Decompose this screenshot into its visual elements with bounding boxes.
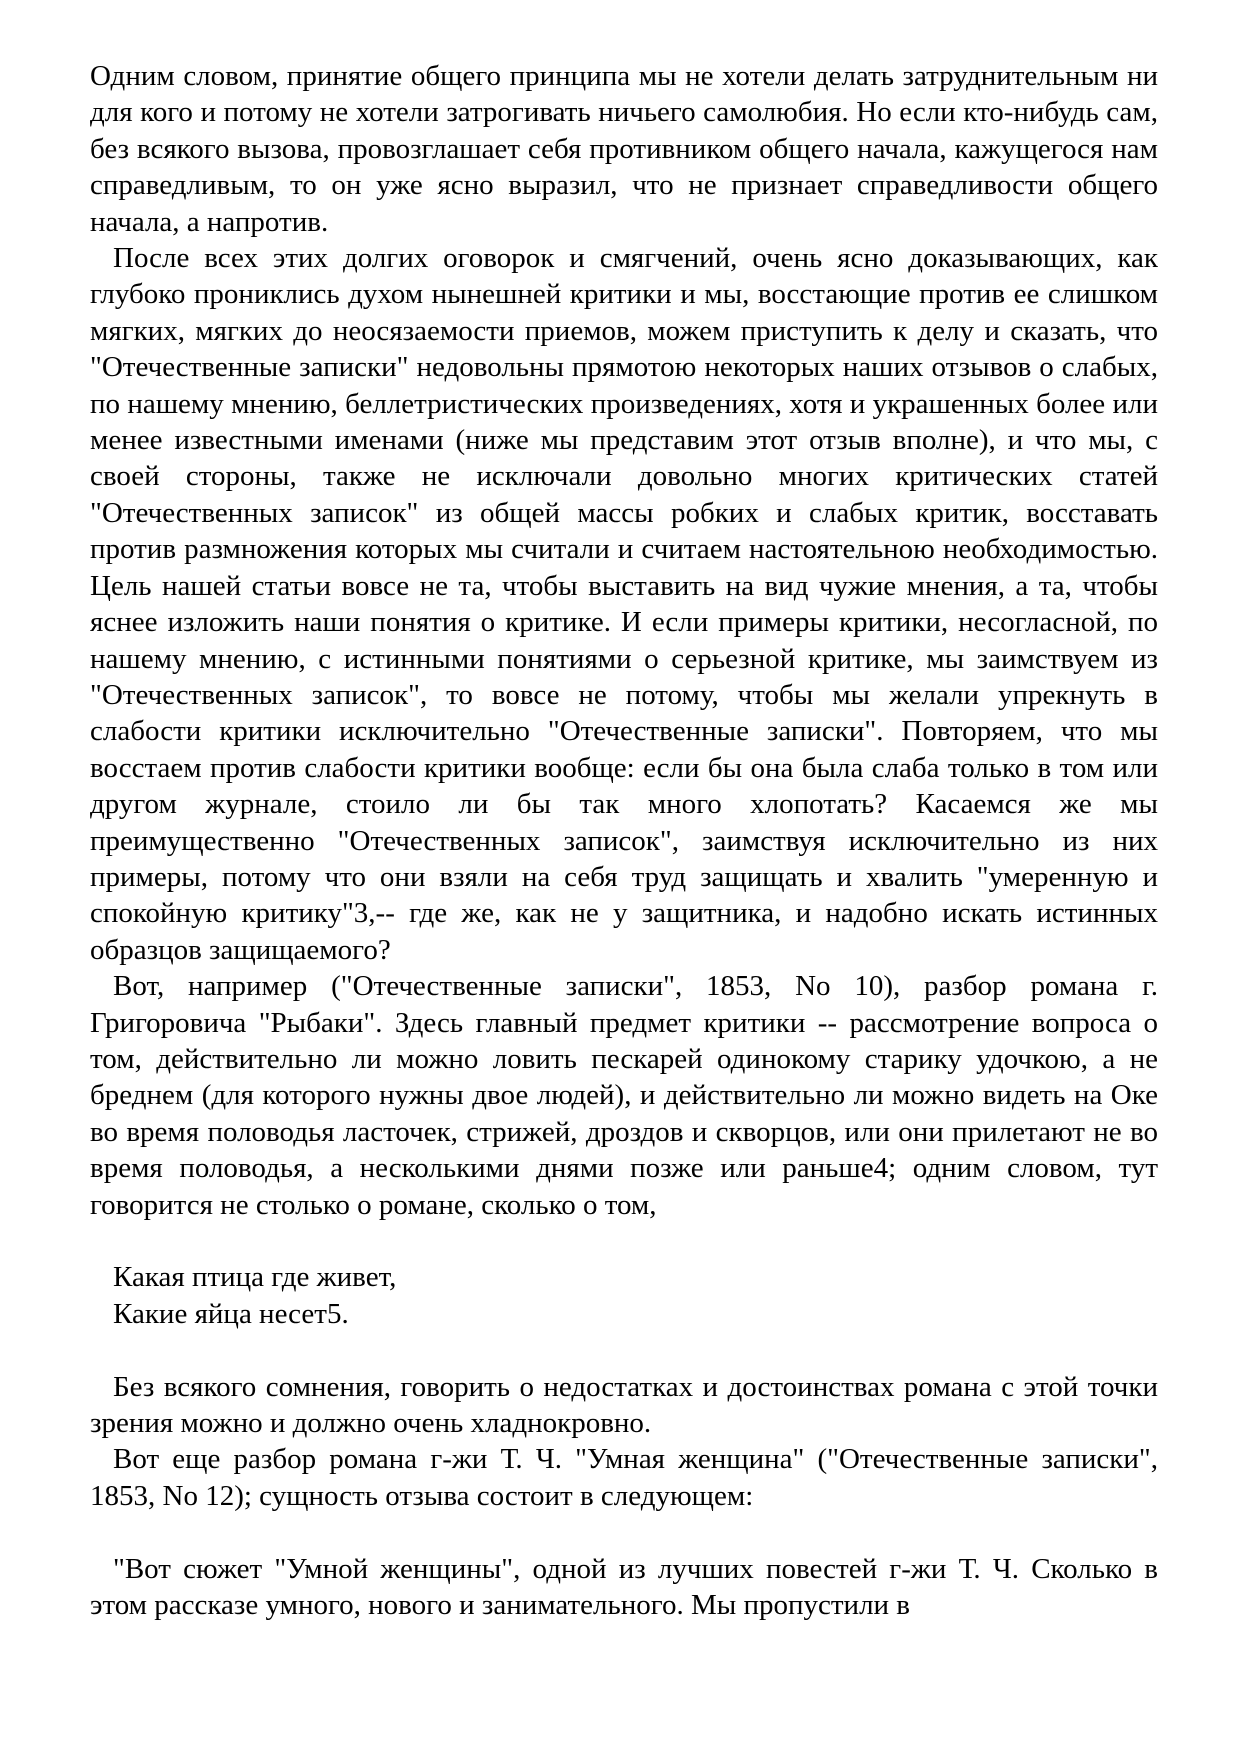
document-page [90,58,1158,1623]
paragraph-2: После всех этих долгих оговорок и смягчений, очень ясно доказывающих, как глубоко прониклись духом нынешней критики и мы, восстающие против ее слишком мягких, мягких до неосязаемости приемов, можем приступить к делу и сказать, что "Отечественные записки" недовольны прямотою некоторых наших отзывов о слабых, по нашему мнению, беллетристических произведениях, хотя и украшенных более или менее известными именами (ниже мы представим этот отзыв вполне), и что мы, с своей стороны, также не исключали довольно многих критических статей "Отечественных записок" из общей массы робких и слабых критик, восставать против размножения которых мы считали и считаем настоятельною необходимостью. Цель нашей статьи вовсе не та, чтобы выставить на вид чужие мнения, а та, чтобы яснее изложить наши понятия о критике. И если примеры критики, несогласной, по нашему мнению, с истинными понятиями о серьезной критике, мы заимствуем из "Отечественных записок", то вовсе не потому, чтобы мы желали упрекнуть в слабости критики исключительно "Отечественные записки". Повторяем, что мы восстаем против слабости критики вообще: если бы она была слаба только в том или другом журнале, стоило ли бы так много хлопотать? Касаемся же мы преимущественно "Отечественных записок", заимствуя исключительно из них примеры, потому что они взяли на себя труд защищать и хвалить "умеренную и спокойную критику"3,-- где же, как не у защитника, и надобно искать истинных образцов защищаемого? [90,242,1158,966]
paragraph-4: Без всякого сомнения, говорить о недостатках и достоинствах романа с этой точки зрения можно и должно очень хладнокровно. [90,1370,1158,1439]
spacer [90,1514,1158,1550]
paragraph-5: Вот еще разбор романа г-жи Т. Ч. "Умная женщина" ("Отечественные записки", 1853, No 12); сущность отзыва состоит в следующем: [90,1443,1158,1512]
quote-paragraph: "Вот сюжет "Умной женщины", одной из лучших повестей г-жи Т. Ч. Сколько в этом рассказе умного, нового и занимательного. Мы пропустили в [90,1552,1158,1622]
paragraph-1: Одним словом, принятие общего принципа мы не хотели делать затруднительным ни для кого и потому не хотели затрогивать ничьего самолюбия. Но если кто-нибудь сам, без всякого вызова, провозглашает себя противником общего начала, кажущегося нам справедливым, то он уже ясно выразил, что не признает справедливости общего начала, а напротив. [90,60,1158,238]
spacer [90,1332,1158,1368]
verse-line-2: Какие яйца несет5. [113,1297,349,1330]
spacer [90,1223,1158,1259]
paragraph-3: Вот, например ("Отечественные записки", 1853, No 10), разбор романа г. Григоровича "Рыбаки". Здесь главный предмет критики -- рассмотрение вопроса о том, действительно ли можно ловить пескарей одинокому старику удочкою, а не бреднем (для которого нужны двое людей), и действительно ли можно видеть на Оке во время половодья ласточек, стрижей, дроздов и скворцов, или они прилетают не во время половодья, а несколькими днями позже или раньше4; одним словом, тут говорится не столько о романе, сколько о том, [90,970,1158,1221]
verse-quote [90,1259,1158,1332]
verse-line-1: Какая птица где живет, [113,1261,397,1294]
